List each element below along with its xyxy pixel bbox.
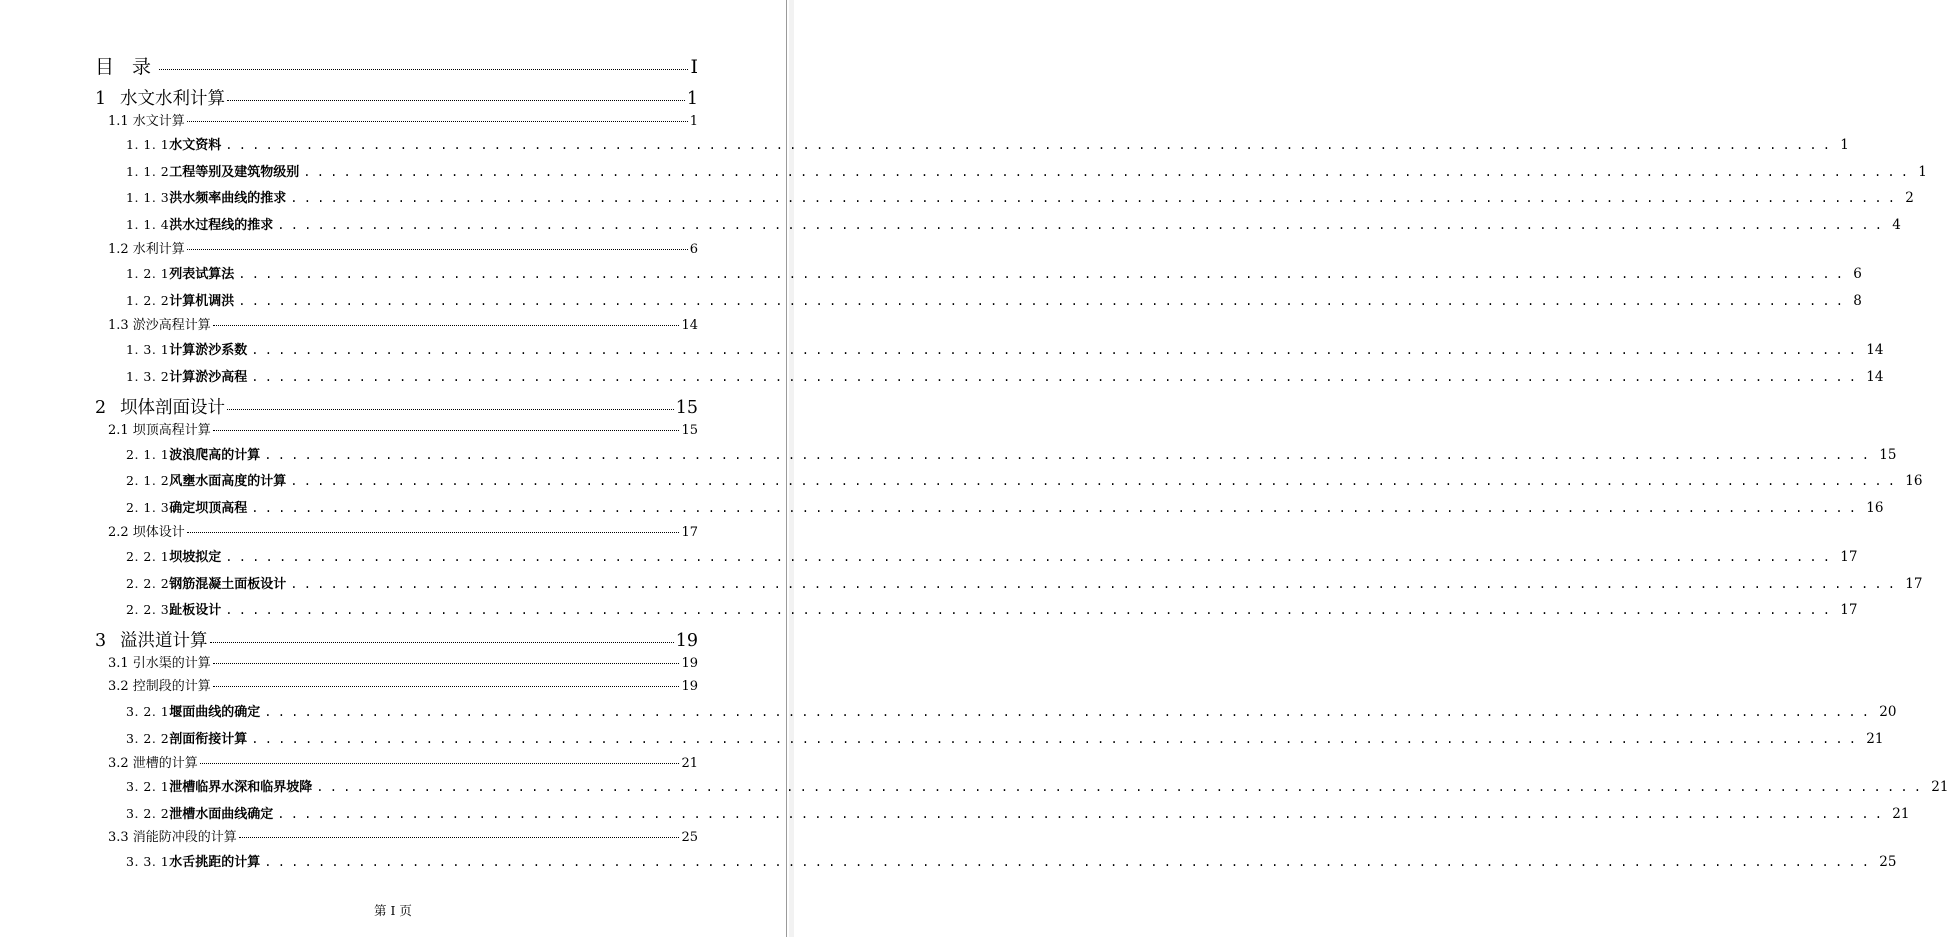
item-page: 25 xyxy=(1879,854,1897,870)
section-label: 1.2 水利计算 xyxy=(108,242,185,257)
item-number: 2. 1. 2 xyxy=(126,473,170,488)
item-page: 21 xyxy=(1866,731,1884,747)
item-page: 15 xyxy=(1879,447,1897,463)
item-title: 泄槽临界水深和临界坡降 xyxy=(169,780,313,795)
item-number: 2. 2. 2 xyxy=(126,576,170,591)
item-title: 波浪爬高的计算 xyxy=(169,448,261,463)
item-number: 1. 1. 1 xyxy=(126,137,170,152)
page-footer: 第 I 页 xyxy=(374,903,412,918)
item-title: 坝坡拟定 xyxy=(169,550,222,565)
section-page: 15 xyxy=(681,423,698,438)
item-title: 洪水频率曲线的推求 xyxy=(169,191,287,206)
section-label: 3.2 控制段的计算 xyxy=(108,679,211,694)
item-title: 列表试算法 xyxy=(169,267,235,282)
section-label: 3.2 泄槽的计算 xyxy=(108,756,198,771)
section-page: 1 xyxy=(689,114,698,129)
section-page: 14 xyxy=(681,318,698,333)
item-title: 计算淤沙系数 xyxy=(169,343,248,358)
toc-item-1-3-2[interactable] xyxy=(126,366,1884,386)
toc-item-2-1-2[interactable] xyxy=(126,470,1923,490)
item-page: 8 xyxy=(1853,293,1862,309)
item-title: 风壅水面高度的计算 xyxy=(169,474,287,489)
dot-leader xyxy=(213,686,680,687)
section-page: 21 xyxy=(681,756,698,771)
section-label: 1.1 水文计算 xyxy=(108,114,185,129)
item-page: 17 xyxy=(1840,549,1858,565)
section-page: 6 xyxy=(689,242,698,257)
item-title: 确定坝顶高程 xyxy=(169,501,248,516)
dot-leader: ........................................................................................................................ xyxy=(264,448,1876,462)
item-page: 4 xyxy=(1892,217,1901,233)
item-number: 3. 2. 1 xyxy=(126,704,170,719)
dot-leader: ........................................................................................................................ xyxy=(225,550,1837,564)
item-title: 趾板设计 xyxy=(169,603,222,618)
toc-section-1-2[interactable] xyxy=(108,238,698,256)
toc-section-3-3[interactable] xyxy=(108,826,698,844)
item-number: 2. 2. 1 xyxy=(126,549,170,564)
item-title: 计算淤沙高程 xyxy=(169,370,248,385)
item-page: 1 xyxy=(1918,164,1927,180)
toc-section-2-2[interactable] xyxy=(108,521,698,539)
item-page: 20 xyxy=(1879,704,1897,720)
dot-leader: ........................................................................................................................ xyxy=(225,138,1837,152)
section-label: 2.1 坝顶高程计算 xyxy=(108,423,211,438)
item-title: 剖面衔接计算 xyxy=(169,732,248,747)
item-title: 洪水过程线的推求 xyxy=(169,218,274,233)
item-page: 14 xyxy=(1866,369,1884,385)
dot-leader xyxy=(227,100,685,101)
dot-leader: ........................................................................................................................ xyxy=(251,343,1863,357)
item-page: 17 xyxy=(1840,602,1858,618)
dot-leader xyxy=(213,325,680,326)
toc-item-2-2-2[interactable] xyxy=(126,573,1923,593)
toc-section-3-1[interactable] xyxy=(108,652,698,670)
toc-item-1-1-4[interactable] xyxy=(126,214,1901,234)
item-page: 21 xyxy=(1892,806,1910,822)
toc-chapter-1[interactable] xyxy=(95,85,698,109)
item-title: 计算机调洪 xyxy=(169,294,235,309)
toc-item-3-2-1-b[interactable] xyxy=(126,776,1948,796)
dot-leader: ........................................................................................................................ xyxy=(251,732,1863,746)
chapter-page: 19 xyxy=(675,631,698,651)
item-page: 6 xyxy=(1853,266,1862,282)
item-number: 1. 2. 1 xyxy=(126,266,170,281)
item-title: 堰面曲线的确定 xyxy=(169,705,261,720)
item-number: 1. 2. 2 xyxy=(126,293,170,308)
dot-leader xyxy=(187,121,688,122)
item-page: 17 xyxy=(1905,576,1923,592)
item-number: 1. 3. 1 xyxy=(126,342,170,357)
toc-item-1-2-2[interactable] xyxy=(126,290,1862,310)
item-number: 2. 1. 1 xyxy=(126,447,170,462)
dot-leader: ........................................................................................................................ xyxy=(264,855,1876,869)
section-page: 19 xyxy=(681,679,698,694)
item-page: 16 xyxy=(1866,500,1884,516)
dot-leader: ........................................................................................................................ xyxy=(290,577,1902,591)
item-title: 水文资料 xyxy=(169,138,222,153)
item-page: 14 xyxy=(1866,342,1884,358)
dot-leader xyxy=(227,409,674,410)
toc-item-3-3-1[interactable] xyxy=(126,851,1897,871)
toc-item-1-1-2[interactable] xyxy=(126,161,1927,181)
toc-item-2-2-3[interactable] xyxy=(126,599,1858,619)
dot-leader: ........................................................................................................................ xyxy=(277,807,1889,821)
dot-leader: ........................................................................................................................ xyxy=(290,474,1902,488)
toc-item-3-2-2-a[interactable] xyxy=(126,728,1884,748)
dot-leader xyxy=(187,532,680,533)
toc-item-1-2-1[interactable] xyxy=(126,263,1862,283)
item-title: 工程等别及建筑物级别 xyxy=(169,165,300,180)
chapter-title: 坝体剖面设计 xyxy=(120,398,225,418)
toc-heading xyxy=(95,52,698,78)
toc-item-1-1-1[interactable] xyxy=(126,134,1849,154)
item-number: 3. 2. 1 xyxy=(126,779,170,794)
item-number: 3. 2. 2 xyxy=(126,806,170,821)
section-label: 1.3 淤沙高程计算 xyxy=(108,318,211,333)
dot-leader xyxy=(213,430,680,431)
chapter-title: 溢洪道计算 xyxy=(120,631,208,651)
dot-leader xyxy=(239,837,680,838)
item-number: 1. 1. 3 xyxy=(126,190,170,205)
item-number: 3. 3. 1 xyxy=(126,854,170,869)
chapter-number: 3 xyxy=(95,631,107,651)
item-number: 2. 1. 3 xyxy=(126,500,170,515)
dot-leader xyxy=(210,642,674,643)
dot-leader xyxy=(200,763,680,764)
toc-section-1-3[interactable] xyxy=(108,314,698,332)
dot-leader: ........................................................................................................................ xyxy=(238,267,1850,281)
chapter-number: 2 xyxy=(95,398,107,418)
section-page: 19 xyxy=(681,656,698,671)
toc-chapter-3[interactable] xyxy=(95,627,698,651)
item-page: 21 xyxy=(1931,779,1948,795)
section-label: 2.2 坝体设计 xyxy=(108,525,185,540)
dot-leader: ........................................................................................................................ xyxy=(264,705,1876,719)
dot-leader xyxy=(213,663,680,664)
toc-item-2-1-1[interactable] xyxy=(126,444,1897,464)
toc-item-1-3-1[interactable] xyxy=(126,339,1884,359)
toc-chapter-2[interactable] xyxy=(95,394,698,418)
toc-section-3-2-chute[interactable] xyxy=(108,752,698,770)
toc-heading-page: I xyxy=(690,56,698,78)
dot-leader: ........................................................................................................................ xyxy=(225,603,1837,617)
item-page: 1 xyxy=(1840,137,1849,153)
toc-item-2-2-1[interactable] xyxy=(126,546,1858,566)
toc-item-2-1-3[interactable] xyxy=(126,497,1884,517)
dot-leader: ........................................................................................................................ xyxy=(277,218,1889,232)
section-page: 17 xyxy=(681,525,698,540)
chapter-page: 1 xyxy=(686,89,698,109)
item-number: 1. 3. 2 xyxy=(126,369,170,384)
chapter-number: 1 xyxy=(95,89,107,109)
toc-item-3-2-2-b[interactable] xyxy=(126,803,1910,823)
item-title: 钢筋混凝土面板设计 xyxy=(169,577,287,592)
toc-item-1-1-3[interactable] xyxy=(126,187,1914,207)
toc-item-3-2-1-a[interactable] xyxy=(126,701,1897,721)
item-page: 16 xyxy=(1905,473,1923,489)
dot-leader: ........................................................................................................................ xyxy=(251,370,1863,384)
item-page: 2 xyxy=(1905,190,1914,206)
item-number: 3. 2. 2 xyxy=(126,731,170,746)
dot-leader: ........................................................................................................................ xyxy=(316,780,1928,794)
toc-heading-label: 目 录 xyxy=(95,56,158,78)
toc-section-2-1[interactable] xyxy=(108,419,698,437)
chapter-page: 15 xyxy=(675,398,698,418)
item-number: 1. 1. 2 xyxy=(126,164,170,179)
dot-leader: ........................................................................................................................ xyxy=(238,294,1850,308)
dot-leader: ........................................................................................................................ xyxy=(290,191,1902,205)
toc-section-1-1[interactable] xyxy=(108,110,698,128)
dot-leader: ........................................................................................................................ xyxy=(251,501,1863,515)
chapter-title: 水文水利计算 xyxy=(120,89,225,109)
dot-leader xyxy=(159,69,688,70)
dot-leader: ........................................................................................................................ xyxy=(303,165,1915,179)
item-number: 2. 2. 3 xyxy=(126,602,170,617)
item-number: 1. 1. 4 xyxy=(126,217,170,232)
section-label: 3.1 引水渠的计算 xyxy=(108,656,211,671)
dot-leader xyxy=(187,249,688,250)
toc-section-3-2-control[interactable] xyxy=(108,675,698,693)
item-title: 泄槽水面曲线确定 xyxy=(169,807,274,822)
section-label: 3.3 消能防冲段的计算 xyxy=(108,830,237,845)
item-title: 水舌挑距的计算 xyxy=(169,855,261,870)
section-page: 25 xyxy=(681,830,698,845)
